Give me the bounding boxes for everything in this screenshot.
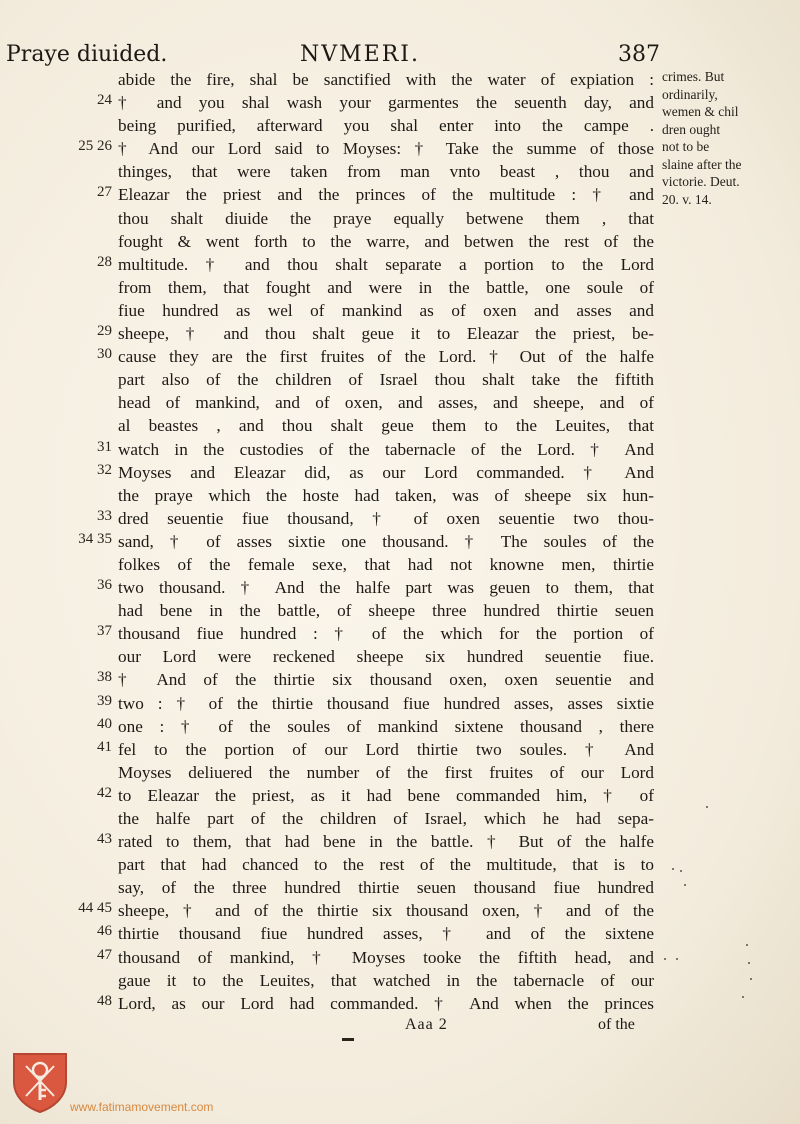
line-text: thinges, that were taken from man vnto beast , thou and <box>118 162 654 182</box>
line-text: Moyses and Eleazar did, as our Lord commanded. † And <box>118 462 654 482</box>
text-line <box>0 738 800 761</box>
signature-mark: Aaa 2 <box>405 1016 448 1033</box>
text-line <box>0 368 800 391</box>
watermark-url: www.fatimamovement.com <box>70 1100 214 1114</box>
text-line <box>0 576 800 599</box>
verse-number: 37 <box>97 623 112 640</box>
text-line <box>0 853 800 876</box>
line-text: the praye which the hoste had taken, was of sheepe six hun- <box>118 485 654 505</box>
speck <box>680 870 682 872</box>
verse-number: 44 45 <box>78 900 112 917</box>
line-text: † and you shal wash your garmentes the seuenth day, and <box>118 93 654 113</box>
text-line <box>0 692 800 715</box>
speck <box>746 944 748 946</box>
verse-number: 47 <box>97 946 112 963</box>
line-text: two : † of the thirtie thousand fiue hundred asses, asses sixtie <box>118 693 654 713</box>
text-line <box>0 484 800 507</box>
speck <box>750 978 752 980</box>
line-text: the halfe part of the children of Israel, which he had sepa- <box>118 809 654 828</box>
verse-number: 30 <box>97 346 112 363</box>
line-text: our Lord were reckened sheepe six hundred seuentie fiue. <box>118 647 654 667</box>
verse-number: 31 <box>97 438 112 455</box>
text-line <box>0 530 800 553</box>
margin-note-line: crimes. But <box>662 69 725 84</box>
text-line <box>0 253 800 276</box>
text-line <box>0 553 800 576</box>
text-line <box>0 876 800 899</box>
line-text: one : † of the soules of mankind sixtene thousand , there <box>118 716 654 736</box>
verse-number: 28 <box>97 253 112 270</box>
coat-of-arms-logo-icon <box>12 1052 68 1114</box>
margin-note-line: not to be <box>662 139 710 154</box>
margin-note-line: ordinarily, <box>662 86 718 102</box>
speck <box>672 868 674 870</box>
line-text: watch in the custodies of the tabernacle of the Lord. † And <box>118 439 654 459</box>
text-line <box>0 391 800 414</box>
text-line <box>0 230 800 253</box>
line-text: † And our Lord said to Moyses: † Take the summe of those <box>118 139 654 159</box>
speck <box>664 958 666 960</box>
speck <box>684 884 686 886</box>
text-line <box>0 622 800 645</box>
line-text: multitude. † and thou shalt separate a portion to the Lord <box>118 254 654 274</box>
verse-number: 41 <box>97 738 112 755</box>
text-line <box>0 461 800 484</box>
line-text: thirtie thousand fiue hundred asses, † and of the sixtene <box>118 924 654 944</box>
line-text: abide the fire, shal be sanctified with the water of expiation : <box>118 70 654 89</box>
line-text: thousand of mankind, † Moyses tooke the fiftith head, and <box>118 947 654 967</box>
text-line <box>0 807 800 830</box>
verse-number: 40 <box>97 715 112 732</box>
speck <box>706 806 708 808</box>
text-line <box>0 207 800 230</box>
line-text: to Eleazar the priest, as it had bene commanded him, † of <box>118 785 654 805</box>
press-mark <box>342 1038 354 1041</box>
page-number: 387 <box>618 42 660 67</box>
line-text: thou shalt diuide the praye equally betwene them , that <box>118 208 654 228</box>
text-line <box>0 830 800 853</box>
line-text: from them, that fought and were in the battle, one soule of <box>118 277 654 297</box>
text-line <box>0 946 800 969</box>
speck <box>748 962 750 964</box>
verse-number: 38 <box>97 669 112 686</box>
verse-number: 46 <box>97 923 112 940</box>
line-text: Lord, as our Lord had commanded. † And when the princes <box>118 993 654 1013</box>
speck <box>676 958 678 960</box>
line-text: † And of the thirtie six thousand oxen, oxen seuentie and <box>118 670 654 690</box>
verse-number: 32 <box>97 461 112 478</box>
header-book-title: NVMERI. <box>300 42 420 67</box>
margin-note-line: 20. v. 14. <box>662 191 712 207</box>
line-text: fel to the portion of our Lord thirtie two soules. † And <box>118 739 654 759</box>
catchword: of the <box>598 1016 635 1033</box>
margin-note-line: dren ought <box>662 121 721 137</box>
line-text: fought & went forth to the warre, and betwen the rest of the <box>118 231 654 251</box>
margin-note-line: wemen & chil <box>662 104 739 119</box>
text-line <box>0 599 800 622</box>
body-text <box>0 68 800 1015</box>
line-text: two thousand. † And the halfe part was geuen to them, that <box>118 578 654 598</box>
line-text: sheepe, † and of the thirtie six thousand oxen, † and of the <box>118 901 654 921</box>
verse-number: 29 <box>97 323 112 340</box>
line-text: head of mankind, and of oxen, and asses, and sheepe, and of <box>118 393 654 413</box>
verse-number: 27 <box>97 184 112 201</box>
text-line <box>0 299 800 322</box>
line-text: part that had chanced to the rest of the multitude, that is to <box>118 855 654 875</box>
line-text: sand, † of asses sixtie one thousand. † The soules of the <box>118 531 654 551</box>
margin-note <box>662 68 792 208</box>
text-line <box>0 645 800 668</box>
verse-number: 42 <box>97 784 112 801</box>
text-line <box>0 668 800 691</box>
line-text: thousand fiue hundred : † of the which for the portion of <box>118 624 654 644</box>
text-line <box>0 276 800 299</box>
text-line <box>0 715 800 738</box>
line-text: al beastes , and thou shalt geue them to the Leuites, that <box>118 416 654 436</box>
line-text: fiue hundred as wel of mankind as of oxen and asses and <box>118 300 654 320</box>
text-line <box>0 992 800 1015</box>
text-line <box>0 899 800 922</box>
verse-number: 39 <box>97 692 112 709</box>
line-text: sheepe, † and thou shalt geue it to Eleazar the priest, be- <box>118 324 654 344</box>
line-text: being purified, afterward you shal enter into the campe . <box>118 116 654 136</box>
verse-number: 36 <box>97 577 112 594</box>
line-text: part also of the children of Israel thou shalt take the fiftith <box>118 370 654 390</box>
margin-note-line: slaine after the <box>662 156 742 172</box>
text-line <box>0 322 800 345</box>
verse-number: 33 <box>97 507 112 524</box>
verse-number: 43 <box>97 831 112 848</box>
verse-number: 24 <box>97 92 112 109</box>
text-line <box>0 969 800 992</box>
line-text: say, of the three hundred thirtie seuen thousand fiue hundred <box>118 878 654 898</box>
line-text: Moyses deliuered the number of the first fruites of our Lord <box>118 762 654 782</box>
verse-number: 48 <box>97 992 112 1009</box>
verse-number: 34 35 <box>78 530 112 547</box>
speck <box>742 996 744 998</box>
text-line <box>0 761 800 784</box>
text-line <box>0 784 800 807</box>
text-line <box>0 414 800 437</box>
text-line <box>0 922 800 945</box>
text-line <box>0 507 800 530</box>
line-text: folkes of the female sexe, that had not knowne men, thirtie <box>118 554 654 574</box>
line-text: had bene in the battle, of sheepe three hundred thirtie seuen <box>118 601 654 621</box>
line-text: dred seuentie fiue thousand, † of oxen seuentie two thou- <box>118 508 654 528</box>
margin-note-line: victorie. Deut. <box>662 174 740 189</box>
verse-number: 25 26 <box>78 138 112 155</box>
line-text: rated to them, that had bene in the battle. † But of the halfe <box>118 832 654 852</box>
text-line <box>0 345 800 368</box>
line-text: cause they are the first fruites of the Lord. † Out of the halfe <box>118 347 654 367</box>
line-text: Eleazar the priest and the princes of the multitude : † and <box>118 185 654 205</box>
text-line <box>0 438 800 461</box>
line-text: gaue it to the Leuites, that watched in the tabernacle of our <box>118 970 654 990</box>
header-section-title: Praye diuided. <box>6 42 168 67</box>
